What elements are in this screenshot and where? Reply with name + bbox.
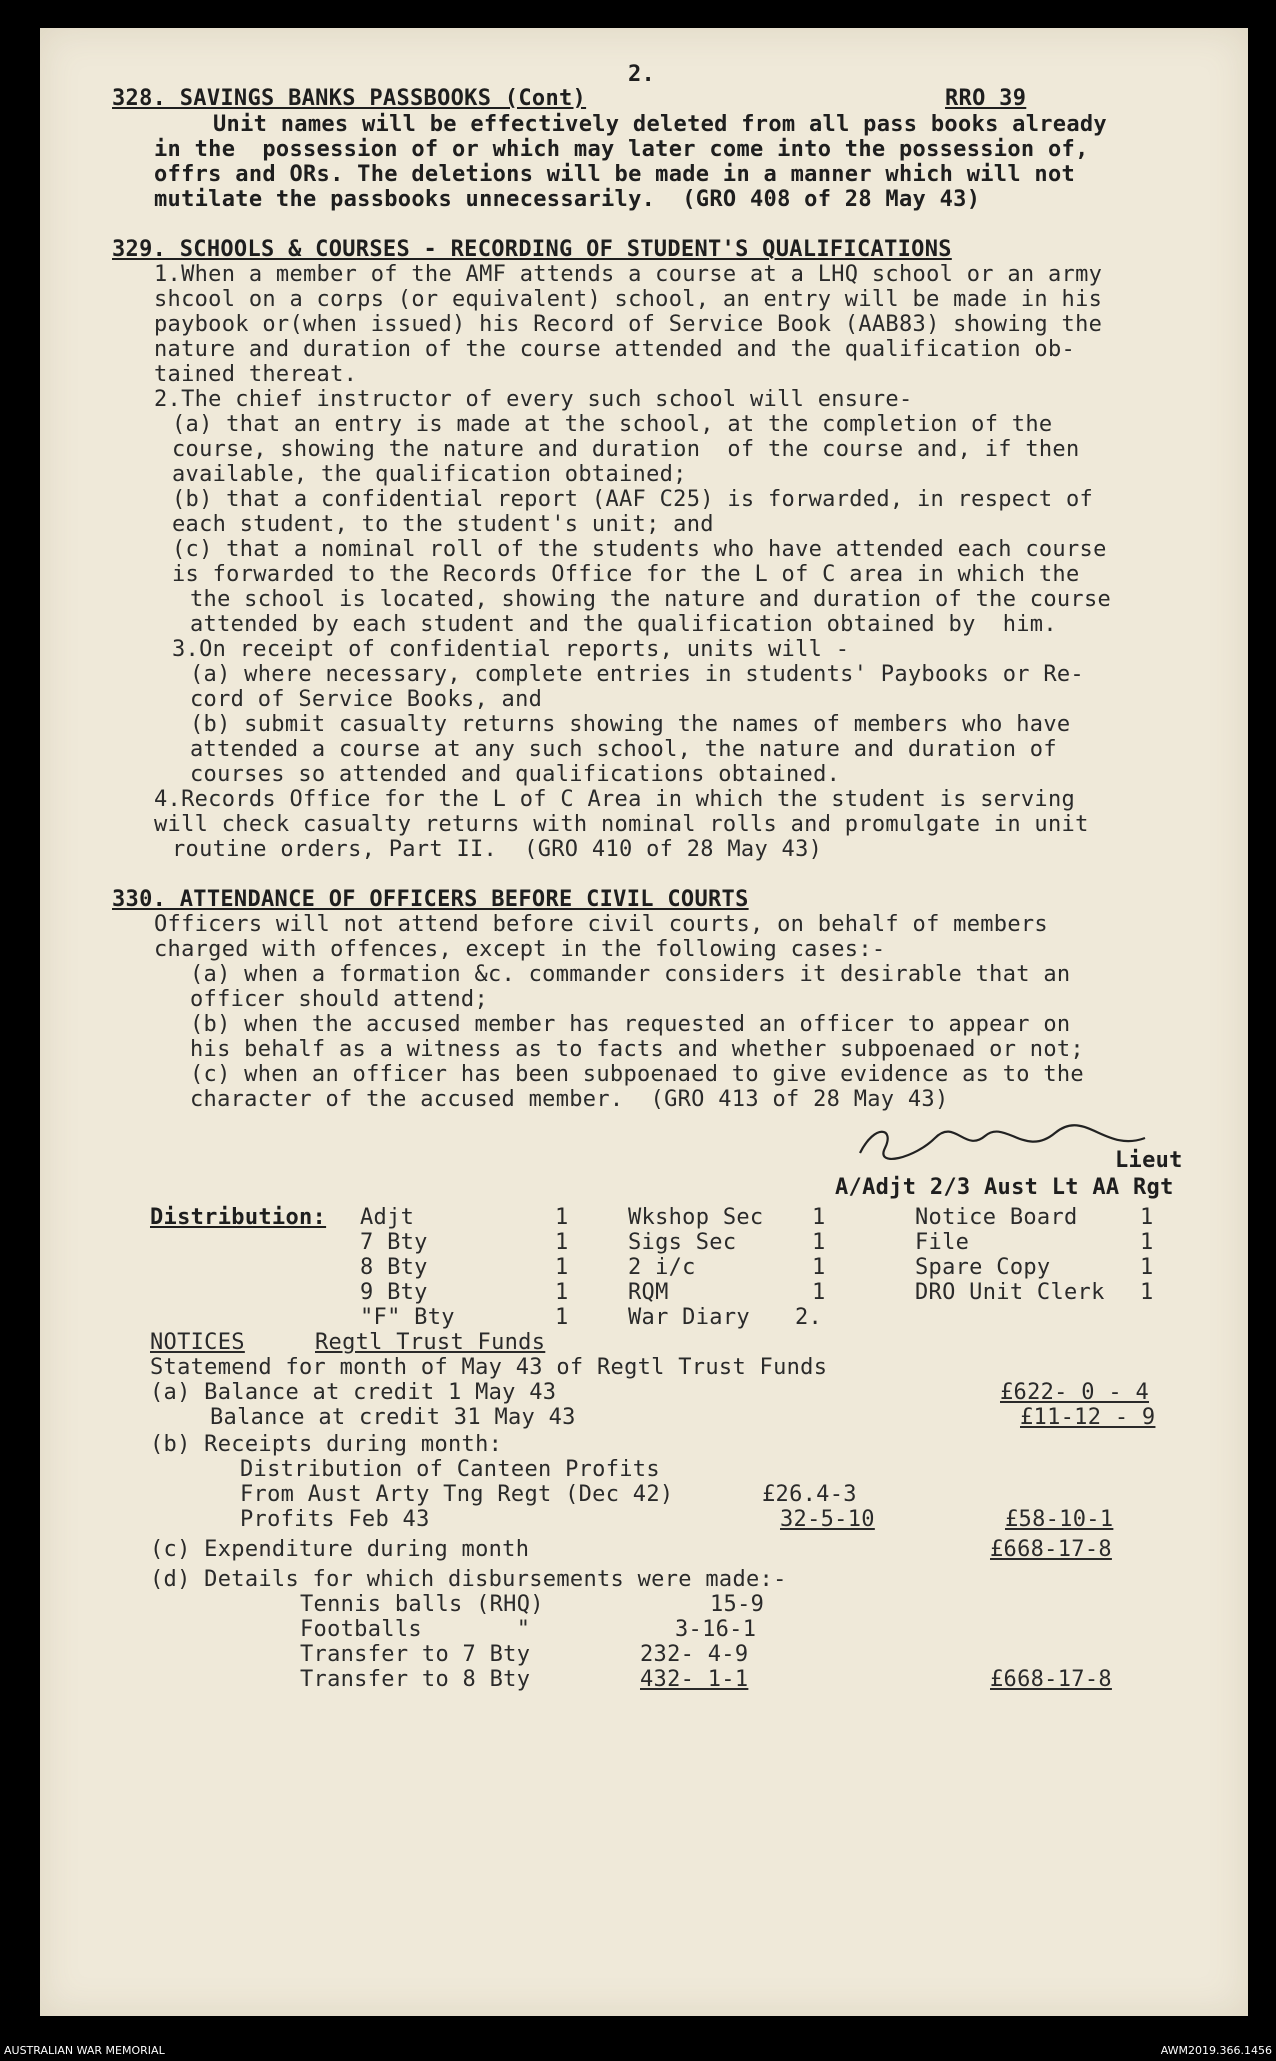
item-329-line: 4.Records Office for the L of C Area in which the student is serving xyxy=(154,787,1076,812)
item-328-heading: 328. SAVINGS BANKS PASSBOOKS (Cont) xyxy=(112,86,587,111)
item-329-line: (b) that a confidential report (AAF C25) is forwarded, in respect of xyxy=(172,487,1094,512)
dist-name: DRO Unit Clerk xyxy=(915,1280,1105,1305)
dist-name: 7 Bty xyxy=(360,1230,428,1255)
item-329-line: the school is located, showing the nature and duration of the course xyxy=(190,587,1112,612)
dist-qty: 1 xyxy=(555,1230,569,1255)
item-330-line: (a) when a formation &c. commander considers it desirable that an xyxy=(190,962,1071,987)
item-329-line: (b) submit casualty returns showing the names of members who have xyxy=(190,712,1071,737)
item-330-line: (b) when the accused member has requested an officer to appear on xyxy=(190,1012,1071,1037)
dist-name: File xyxy=(915,1230,970,1255)
dist-name: War Diary xyxy=(628,1305,750,1330)
signature-scrawl-icon xyxy=(855,1118,1155,1168)
details-item: Transfer to 7 Bty xyxy=(300,1642,531,1667)
item-330-line: officer should attend; xyxy=(190,987,488,1012)
balance-31may: Balance at credit 31 May 43 xyxy=(210,1405,576,1430)
item-329-line: shcool on a corps (or equivalent) school, an entry will be made in his xyxy=(154,287,1103,312)
item-329-line: attended a course at any such school, the nature and duration of xyxy=(190,737,1057,762)
item-329-line: 1.When a member of the AMF attends a course at a LHQ school or an army xyxy=(154,262,1103,287)
signature xyxy=(855,1118,1155,1177)
details-amount: 432- 1-1 xyxy=(640,1667,749,1692)
item-329-line: will check casualty returns with nominal rolls and promulgate in unit xyxy=(154,812,1089,837)
receipts-line: Profits Feb 43 xyxy=(240,1507,430,1532)
details-amount: 232- 4-9 xyxy=(640,1642,749,1667)
details-heading: (d) Details for which disbursements were made:- xyxy=(150,1567,787,1592)
signature-appointment: A/Adjt 2/3 Aust Lt AA Rgt xyxy=(835,1175,1174,1200)
item-330-heading: 330. ATTENDANCE OF OFFICERS BEFORE CIVIL COURTS xyxy=(112,887,749,912)
signature-rank: Lieut xyxy=(1115,1148,1183,1173)
item-329-heading: 329. SCHOOLS & COURSES - RECORDING OF STUDENT'S QUALIFICATIONS xyxy=(112,237,952,262)
notices-title: Regtl Trust Funds xyxy=(315,1330,546,1355)
receipts-heading: (b) Receipts during month: xyxy=(150,1432,503,1457)
details-amount: 15-9 xyxy=(710,1592,765,1617)
item-329-line: (a) that an entry is made at the school, at the completion of the xyxy=(172,412,1053,437)
item-329-line: course, showing the nature and duration of the course and, if then xyxy=(172,437,1080,462)
receipts-total: £58-10-1 xyxy=(1005,1507,1114,1532)
item-329-line: available, the qualification obtained; xyxy=(172,462,687,487)
receipts-line: Distribution of Canteen Profits xyxy=(240,1457,660,1482)
dist-name: 8 Bty xyxy=(360,1255,428,1280)
item-330-line: Officers will not attend before civil courts, on behalf of members xyxy=(154,912,1048,937)
item-328-ref: RRO 39 xyxy=(945,86,1027,111)
dist-name: Sigs Sec xyxy=(628,1230,737,1255)
item-330-line: his behalf as a witness as to facts and whether subpoenaed or not; xyxy=(190,1037,1084,1062)
footer-archive-name: AUSTRALIAN WAR MEMORIAL xyxy=(4,2044,165,2057)
dist-name: Spare Copy xyxy=(915,1255,1051,1280)
item-329-line: courses so attended and qualifications obtained. xyxy=(190,762,841,787)
notices-statement: Statemend for month of May 43 of Regtl Trust Funds xyxy=(150,1355,828,1380)
dist-name: Wkshop Sec xyxy=(628,1205,764,1230)
details-item: Footballs " xyxy=(300,1617,531,1642)
details-amount: 3-16-1 xyxy=(675,1617,757,1642)
balance-1may: (a) Balance at credit 1 May 43 xyxy=(150,1380,557,1405)
item-329-line: tained thereat. xyxy=(154,362,358,387)
expenditure-amount: £668-17-8 xyxy=(990,1537,1112,1562)
dist-name: 2 i/c xyxy=(628,1255,696,1280)
balance-1may-amount: £622- 0 - 4 xyxy=(1000,1380,1149,1405)
item-329-line: nature and duration of the course attended and the qualification ob- xyxy=(154,337,1076,362)
distribution-label: Distribution: xyxy=(150,1205,327,1230)
item-329-line: each student, to the student's unit; and xyxy=(172,512,714,537)
item-329-line: (c) that a nominal roll of the students who have attended each course xyxy=(172,537,1107,562)
dist-qty: 1 xyxy=(812,1205,826,1230)
dist-qty: 1 xyxy=(812,1255,826,1280)
receipts-amount: 32-5-10 xyxy=(780,1507,875,1532)
dist-qty: 1 xyxy=(555,1205,569,1230)
item-329-line: paybook or(when issued) his Record of Service Book (AAB83) showing the xyxy=(154,312,1103,337)
item-330-line: (c) when an officer has been subpoenaed to give evidence as to the xyxy=(190,1062,1084,1087)
balance-31may-amount: £11-12 - 9 xyxy=(1020,1405,1156,1430)
item-329-line: cord of Service Books, and xyxy=(190,687,543,712)
footer-accession-number: AWM2019.366.1456 xyxy=(1160,2044,1272,2057)
dist-qty: 1 xyxy=(555,1255,569,1280)
dist-name: 9 Bty xyxy=(360,1280,428,1305)
item-328-line: in the possession of or which may later come into the possession of, xyxy=(154,137,1089,162)
item-329-line: 2.The chief instructor of every such school will ensure- xyxy=(154,387,913,412)
receipts-amount: £26.4-3 xyxy=(762,1482,857,1507)
notices-label: NOTICES xyxy=(150,1330,245,1355)
dist-name: RQM xyxy=(628,1280,669,1305)
page-number: 2. xyxy=(628,62,656,87)
dist-qty: 1 xyxy=(812,1230,826,1255)
item-329-line: 3.On receipt of confidential reports, units will - xyxy=(172,637,850,662)
item-328-line: Unit names will be effectively deleted from all pass books already xyxy=(213,112,1107,137)
item-330-line: character of the accused member. (GRO 413 of 28 May 43) xyxy=(190,1087,949,1112)
item-329-line: routine orders, Part II. (GRO 410 of 28 May 43) xyxy=(172,837,823,862)
dist-qty: 2. xyxy=(795,1305,823,1330)
expenditure-heading: (c) Expenditure during month xyxy=(150,1537,530,1562)
item-329-line: (a) where necessary, complete entries in students' Paybooks or Re- xyxy=(190,662,1084,687)
dist-qty: 1 xyxy=(1140,1205,1154,1230)
dist-qty: 1 xyxy=(1140,1255,1154,1280)
dist-qty: 1 xyxy=(1140,1230,1154,1255)
receipts-line: From Aust Arty Tng Regt (Dec 42) xyxy=(240,1482,674,1507)
dist-name: "F" Bty xyxy=(360,1305,455,1330)
dist-qty: 1 xyxy=(812,1280,826,1305)
item-329-line: is forwarded to the Records Office for the L of C area in which the xyxy=(172,562,1080,587)
details-total: £668-17-8 xyxy=(990,1667,1112,1692)
item-328-line: mutilate the passbooks unnecessarily. (GRO 408 of 28 May 43) xyxy=(154,187,981,212)
dist-qty: 1 xyxy=(555,1280,569,1305)
item-328-line: offrs and ORs. The deletions will be made in a manner which will not xyxy=(154,162,1076,187)
dist-name: Notice Board xyxy=(915,1205,1078,1230)
dist-qty: 1 xyxy=(1140,1280,1154,1305)
details-item: Transfer to 8 Bty xyxy=(300,1667,531,1692)
dist-qty: 1 xyxy=(555,1305,569,1330)
item-330-line: charged with offences, except in the following cases:- xyxy=(154,937,886,962)
dist-name: Adjt xyxy=(360,1205,415,1230)
details-item: Tennis balls (RHQ) xyxy=(300,1592,544,1617)
item-329-line: attended by each student and the qualification obtained by him. xyxy=(190,612,1057,637)
